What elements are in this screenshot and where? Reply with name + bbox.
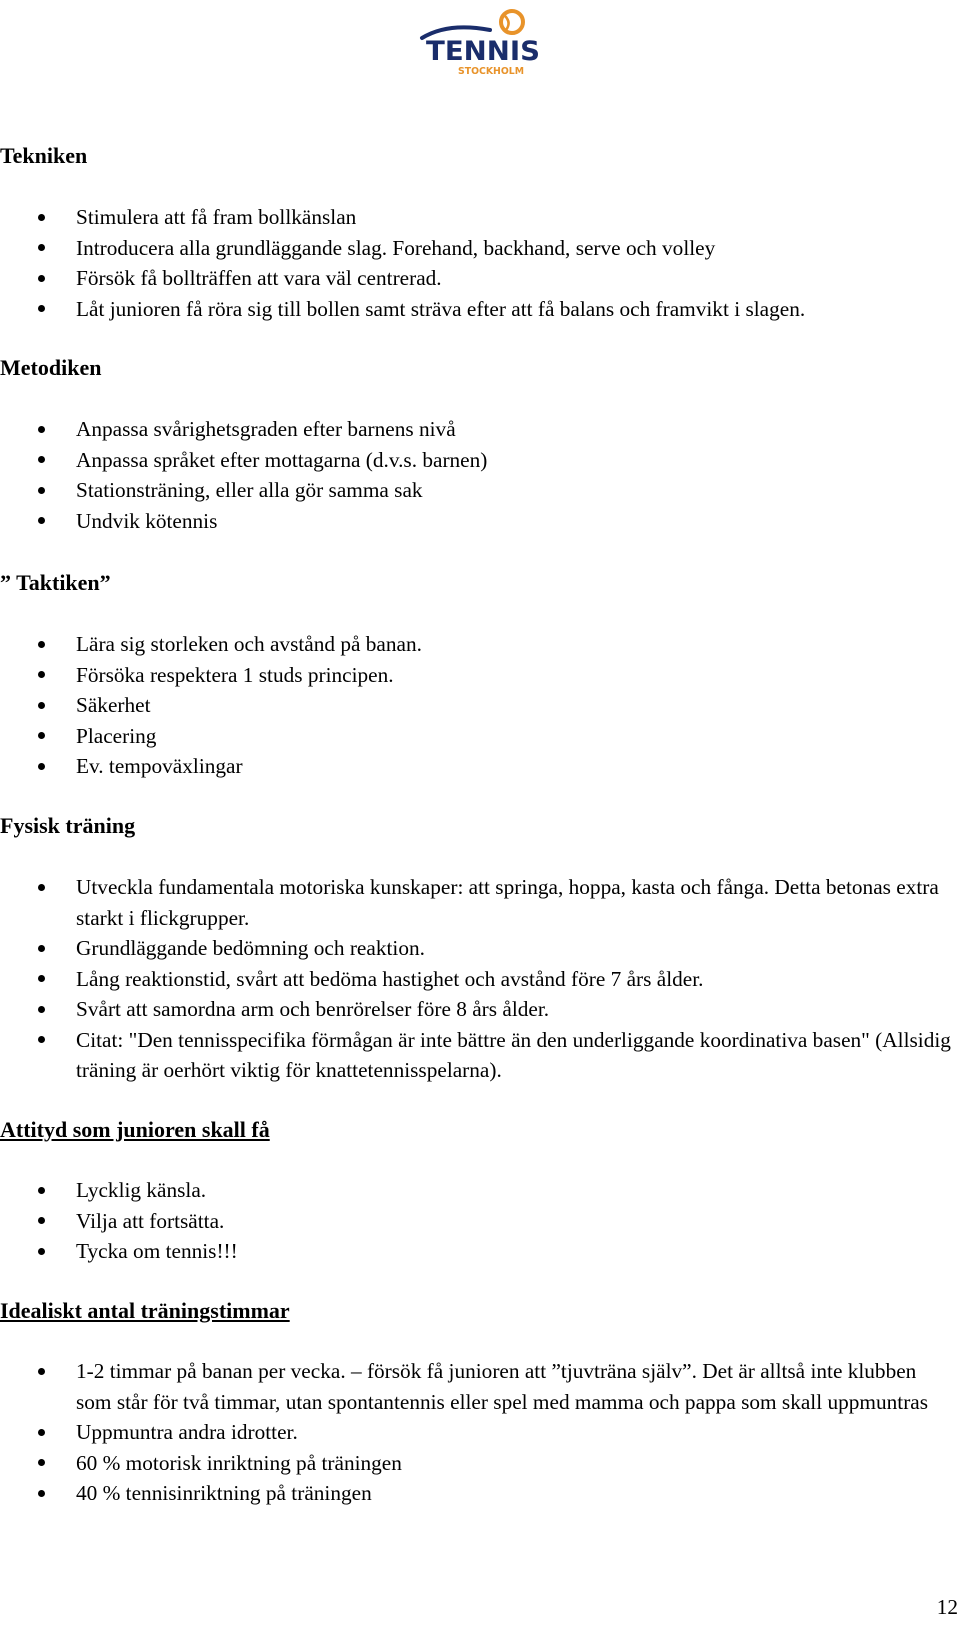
list-item: Undvik kötennis (0, 506, 960, 537)
section-heading-attityd: Attityd som junioren skall få (0, 1117, 270, 1142)
list-item: Ev. tempoväxlingar (0, 751, 960, 782)
attityd-list (0, 1175, 960, 1267)
list-item: Uppmuntra andra idrotter. (0, 1417, 960, 1448)
list-item: Lycklig känsla. (0, 1175, 960, 1206)
list-item: Anpassa svårighetsgraden efter barnens nivå (0, 414, 960, 445)
list-item: Lära sig storleken och avstånd på banan. (0, 629, 960, 660)
section-heading-tekniken: Tekniken (0, 143, 88, 168)
list-item: Tycka om tennis!!! (0, 1236, 960, 1267)
list-item: 40 % tennisinriktning på träningen (0, 1478, 960, 1509)
list-item: Grundläggande bedömning och reaktion. (0, 933, 960, 964)
list-item: Utveckla fundamentala motoriska kunskaper: att springa, hoppa, kasta och fånga. Detta betonas extra starkt i flickgrupper. (0, 872, 960, 933)
section-heading-taktiken: ” Taktiken” (0, 570, 111, 595)
list-item: Stimulera att få fram bollkänslan (0, 202, 960, 233)
metodiken-list (0, 414, 960, 536)
taktiken-list (0, 629, 960, 782)
fysisk-traning-list (0, 872, 960, 1086)
list-item: Låt junioren få röra sig till bollen samt sträva efter att få balans och framvikt i slagen. (0, 294, 960, 325)
list-item: Vilja att fortsätta. (0, 1206, 960, 1237)
svg-text:TENNIS: TENNIS (426, 36, 540, 67)
list-item: Placering (0, 721, 960, 752)
list-item: Säkerhet (0, 690, 960, 721)
list-item: Anpassa språket efter mottagarna (d.v.s. barnen) (0, 445, 960, 476)
list-item: Lång reaktionstid, svårt att bedöma hastighet och avstånd före 7 års ålder. (0, 964, 960, 995)
page-number: 12 (936, 1595, 958, 1619)
list-item: Introducera alla grundläggande slag. Forehand, backhand, serve och volley (0, 233, 960, 264)
tennis-stockholm-logo (418, 8, 554, 78)
list-item: Försöka respektera 1 studs principen. (0, 660, 960, 691)
list-item: Citat: "Den tennisspecifika förmågan är inte bättre än den underliggande koordinativa basen" (Allsidig träning är oerhört viktig för knattetennisspelarna). (0, 1025, 960, 1086)
traningstimmar-list (0, 1356, 960, 1509)
list-item: 60 % motorisk inriktning på träningen (0, 1448, 960, 1479)
tekniken-list (0, 202, 960, 324)
list-item: Svårt att samordna arm och benrörelser före 8 års ålder. (0, 994, 960, 1025)
section-heading-traningstimmar: Idealiskt antal träningstimmar (0, 1298, 290, 1323)
list-item: Försök få bollträffen att vara väl centrerad. (0, 263, 960, 294)
list-item: Stationsträning, eller alla gör samma sak (0, 475, 960, 506)
section-heading-metodiken: Metodiken (0, 355, 102, 380)
list-item: 1-2 timmar på banan per vecka. – försök få junioren att ”tjuvträna själv”. Det är alltså inte klubben som står för två timmar, utan spontantennis eller spel med mamma och pappa som skall uppmuntras (0, 1356, 960, 1417)
tennis-ball-logo-icon (418, 8, 554, 78)
svg-text:STOCKHOLM: STOCKHOLM (458, 66, 525, 77)
section-heading-fysisk-traning: Fysisk träning (0, 813, 136, 838)
